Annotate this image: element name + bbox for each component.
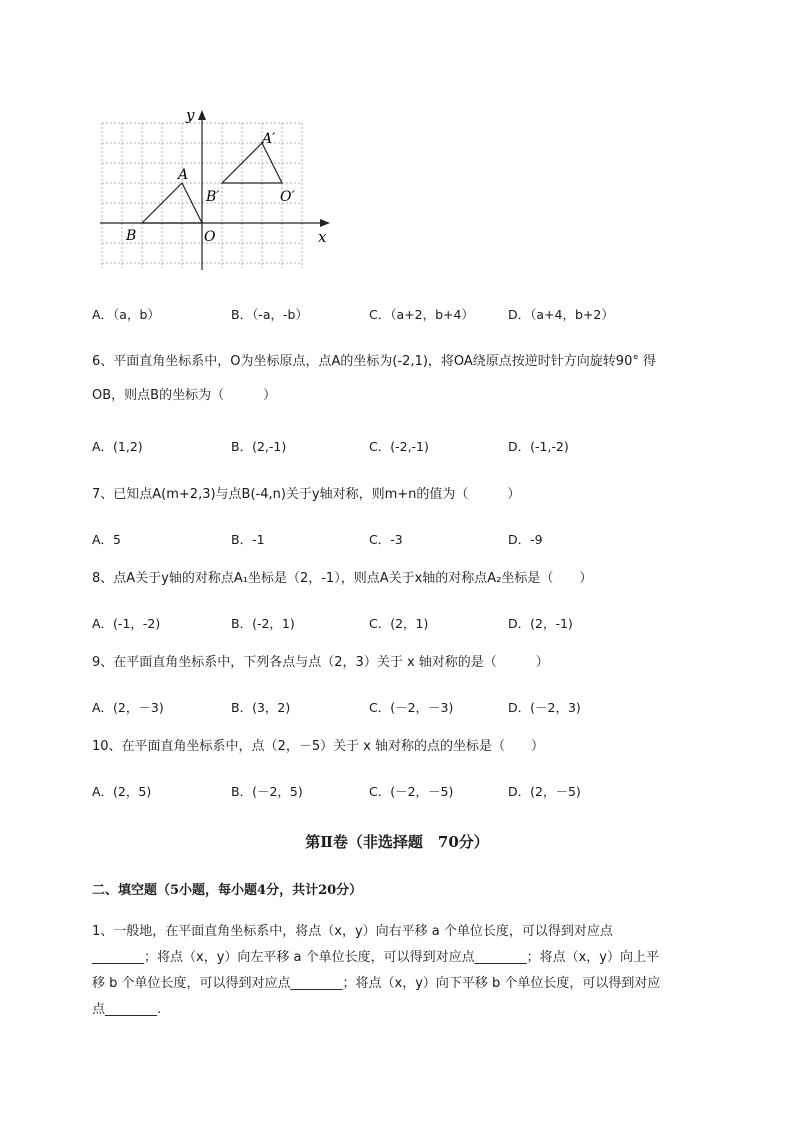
y-axis-arrow bbox=[198, 110, 206, 120]
q8-option-c: C．(2，1) bbox=[369, 616, 429, 631]
label-O-prime: O′ bbox=[280, 189, 295, 205]
q10-option-a: A．(2，5) bbox=[92, 784, 152, 799]
q8-option-d: D．(2，-1) bbox=[508, 616, 573, 631]
q7-option-a: A．5 bbox=[92, 532, 122, 547]
section-2-title: 第Ⅱ卷（非选择题 70分） bbox=[305, 833, 489, 851]
q6-option-d: D．(-1,-2) bbox=[508, 439, 569, 454]
q10-option-c: C．(－2，－5) bbox=[369, 784, 454, 799]
q9-option-c: C．(－2，－3) bbox=[369, 700, 454, 715]
q9-option-a: A．(2，－3) bbox=[92, 700, 164, 715]
x-axis-arrow bbox=[320, 219, 330, 227]
q5-option-b: B．（-a，-b） bbox=[231, 307, 308, 322]
q5-option-a: A．（a，b） bbox=[92, 307, 160, 322]
q10-option-d: D．(2，－5) bbox=[508, 784, 581, 799]
q6-option-c: C．(-2,-1) bbox=[369, 439, 429, 454]
q8-option-a: A．(-1，-2) bbox=[92, 616, 161, 631]
q10-option-b: B．(－2，5) bbox=[231, 784, 303, 799]
label-B-prime: B′ bbox=[206, 189, 220, 205]
fill1-line2: ________；将点（x，y）向左平移 a 个单位长度，可以得到对应点________；将点（x，y）向上平 bbox=[92, 950, 660, 965]
q6-line2: OB，则点B的坐标为（ ） bbox=[92, 388, 277, 403]
q9-option-d: D．(－2，3) bbox=[508, 700, 581, 715]
q7-option-d: D．-9 bbox=[508, 532, 543, 547]
q5-option-c: C．（a+2，b+4） bbox=[369, 307, 474, 322]
q6-option-a: A．(1,2) bbox=[92, 439, 143, 454]
q9-option-b: B．(3，2) bbox=[231, 700, 291, 715]
q9-text: 9、在平面直角坐标系中，下列各点与点（2，3）关于 x 轴对称的是（ ） bbox=[92, 655, 549, 670]
label-A: A bbox=[178, 167, 189, 183]
fill1-line4: 点________. bbox=[92, 1002, 162, 1017]
q8-text: 8、点A关于y轴的对称点A₁坐标是（2，-1），则点A关于x轴的对称点A₂坐标是（ ） bbox=[92, 571, 593, 586]
q10-text: 10、在平面直角坐标系中，点（2，－5）关于 x 轴对称的点的坐标是（ ） bbox=[92, 739, 545, 754]
label-O: O bbox=[204, 229, 216, 245]
q7-option-b: B．-1 bbox=[231, 532, 265, 547]
fill1-line3: 移 b 个单位长度，可以得到对应点________；将点（x，y）向下平移 b 个单位长度，可以得到对应 bbox=[92, 976, 661, 991]
label-B: B bbox=[126, 228, 137, 244]
q5-option-d: D．（a+4，b+2） bbox=[508, 307, 614, 322]
label-x: x bbox=[318, 228, 327, 246]
q6-line1: 6、平面直角坐标系中，O为坐标原点，点A的坐标为(-2,1)，将OA绕原点按逆时针方向旋转90° 得 bbox=[92, 354, 656, 369]
label-y: y bbox=[186, 106, 195, 124]
q6-option-b: B．(2,-1) bbox=[231, 439, 287, 454]
q8-option-b: B．(-2，1) bbox=[231, 616, 295, 631]
fill1-line1: 1、一般地，在平面直角坐标系中，将点（x，y）向右平移 a 个单位长度，可以得到对应点 bbox=[92, 924, 613, 939]
q7-text: 7、已知点A(m+2,3)与点B(-4,n)关于y轴对称，则m+n的值为（ ） bbox=[92, 487, 521, 502]
label-A-prime: A′ bbox=[262, 131, 276, 147]
part2-heading: 二、填空题（5小题，每小题4分，共计20分） bbox=[92, 883, 363, 898]
coordinate-figure bbox=[96, 104, 336, 274]
q7-option-c: C．-3 bbox=[369, 532, 403, 547]
